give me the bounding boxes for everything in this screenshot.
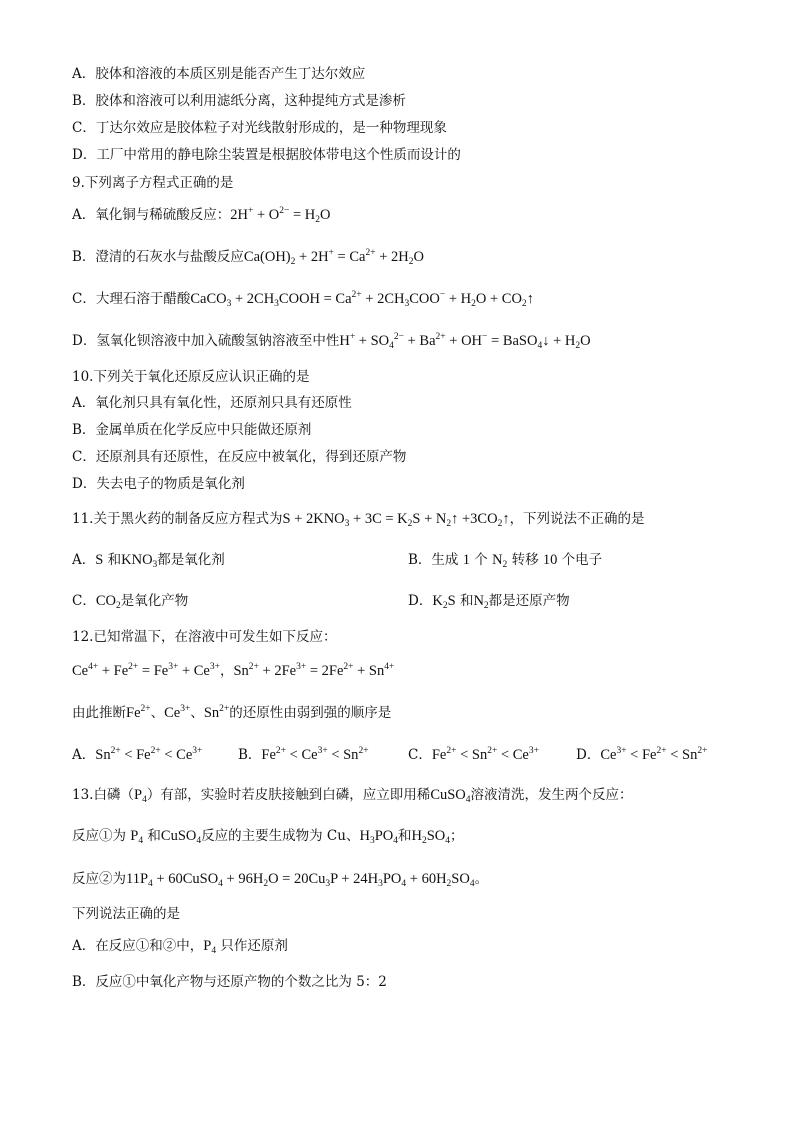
q10-option-b: B．金属单质在化学反应中只能做还原剂 xyxy=(72,422,312,438)
q10-stem: 10.下列关于氧化还原反应认识正确的是 xyxy=(72,369,310,385)
q12-infer-pre: 由此推断 xyxy=(72,705,126,721)
q13-ask: 下列说法正确的是 xyxy=(72,906,180,922)
q11-option-a-f2: $KNO_3$ xyxy=(121,552,158,570)
q9-option-c-text: C．大理石溶于醋酸 xyxy=(72,291,191,307)
q11-option-c-tail: 是氧化产物 xyxy=(120,593,189,609)
q10-option-a: A．氧化剂只具有氧化性，还原剂只具有还原性 xyxy=(72,395,352,411)
q10-option-d: D．失去电子的物质是氧化剂 xyxy=(72,476,245,492)
q12-equations xyxy=(72,662,394,680)
q13-r2-pre: 反应②为 xyxy=(72,871,126,887)
q12-equation-1: $Ce^{4+} + Fe^{2+} = Fe^{3+} + Ce^{3+}$ xyxy=(72,662,220,679)
q11-option-a-f1: S xyxy=(95,552,104,568)
q12-infer xyxy=(72,704,391,722)
q9-option-b-text: B．澄清的石灰水与盐酸反应 xyxy=(72,249,244,265)
q12-comma: ， xyxy=(219,663,234,679)
q11-stem-text: 11.关于黑火药的制备反应方程式为 xyxy=(72,511,283,527)
q13-option-a-p4: $P_4$ xyxy=(203,938,217,956)
q11-option-b-label: B．生成 xyxy=(408,552,459,568)
q12-option-a xyxy=(72,746,202,764)
q12-sep-2: 、 xyxy=(190,705,204,721)
q12-sep-1: 、 xyxy=(150,705,165,721)
q9-stem: 9.下列离子方程式正确的是 xyxy=(72,175,234,191)
q11-option-a-label: A． xyxy=(72,552,96,568)
q12-option-b-label: B． xyxy=(238,747,262,763)
q9-option-d-text: D．氢氧化钡溶液中加入硫酸氢钠溶液至中性 xyxy=(72,333,340,349)
q11-option-d xyxy=(408,592,570,610)
q12-option-b xyxy=(238,746,369,764)
q11-option-b-transfer: 转移 xyxy=(511,552,539,568)
q11-option-c-label: C． xyxy=(72,593,96,609)
q11-option-a xyxy=(72,551,225,569)
q11-option-d-label: D． xyxy=(408,593,433,609)
q9-option-d xyxy=(72,332,591,350)
q11-option-a-and: 和 xyxy=(107,552,122,568)
q13-r1-and2: 和 xyxy=(398,828,412,844)
q9-option-c xyxy=(72,290,534,308)
q11-option-b-one: 1 xyxy=(462,552,470,568)
q11-option-b-unit: 个 xyxy=(474,552,488,568)
q13-reaction-2 xyxy=(72,870,488,888)
q9-option-d-equation: $H^+ + SO_4^{2-} + Ba^{2+} + OH^-$ = BaSO$_4$↓ + $H_2O$ xyxy=(339,332,591,351)
q12-option-a-label: A． xyxy=(72,747,96,763)
q12-option-d-label: D． xyxy=(576,747,601,763)
q13-r2-post: 。 xyxy=(474,871,489,887)
q9-option-c-equation: CaCO$_3$ + $2CH_3COOH = Ca^{2+} + 2CH_3COO^- + H_2O$ + $CO_2↑$ xyxy=(190,290,534,309)
q9-option-a-equation: $2H^+ + O^{2-} = H_2O$ xyxy=(230,206,331,225)
q13-reaction-1 xyxy=(72,827,464,845)
q11-option-c-f1: $CO_2$ xyxy=(95,593,121,611)
q13-option-b: B．反应①中氧化产物与还原产物的个数之比为 5：2 xyxy=(72,974,387,990)
q8-option-b: B．胶体和溶液可以利用滤纸分离，这种提纯方式是渗析 xyxy=(72,93,406,109)
q9-option-a-text: A．氧化铜与稀硫酸反应： xyxy=(72,207,231,223)
q11-option-d-and: 和 xyxy=(459,593,474,609)
q8-option-c: C．丁达尔效应是胶体粒子对光线散射形成的，是一种物理现象 xyxy=(72,120,447,136)
q12-infer-post: 的还原性由弱到强的顺序是 xyxy=(229,705,392,721)
q12-option-c-order: $Fe^{2+} < Sn^{2+} < Ce^{3+}$ xyxy=(431,746,539,763)
q12-option-b-order: $Fe^{2+} < Ce^{3+} < Sn^{2+}$ xyxy=(261,746,369,763)
q12-option-a-order: $Sn^{2+} < Fe^{2+} < Ce^{3+}$ xyxy=(95,746,203,763)
q13-option-a-post: 只作还原剂 xyxy=(220,938,288,954)
q13-option-a xyxy=(72,937,288,955)
q12-option-c xyxy=(408,746,539,764)
q13-p4: $P_4$ xyxy=(133,787,147,805)
q11-option-d-f1: $K_2S$ xyxy=(432,593,456,611)
q13-r2-equation: $11P_4$ + 60CuSO$_4$ + $96H_2O = 20Cu_3P + 24H_3PO_4 + 60H_2SO_4$ xyxy=(126,871,475,889)
q13-r1-mid: 反应的主要生成物为 Cu、 xyxy=(201,828,360,844)
q12-ion-fe: $Fe^{2+}$ xyxy=(126,704,151,721)
q11-option-b-tail: 个电子 xyxy=(561,552,603,568)
q13-stem-post: 溶液清洗，发生两个反应： xyxy=(470,787,633,803)
q12-ion-ce: $Ce^{3+}$ xyxy=(164,704,191,721)
q11-option-a-tail: 都是氧化剂 xyxy=(157,552,225,568)
q13-cuso4: CuSO$_4$ xyxy=(430,787,471,805)
q13-r1-h3po4: $H_3PO_4$ xyxy=(359,828,398,846)
q9-option-b xyxy=(72,248,424,266)
q12-ion-sn: $Sn^{2+}$ xyxy=(203,704,230,721)
q11-option-d-tail: 都是还原产物 xyxy=(488,593,570,609)
q13-stem-pre: 13.白磷（ xyxy=(72,787,134,803)
q11-option-b xyxy=(408,551,602,569)
q12-option-d xyxy=(576,746,707,764)
q13-r1-pre: 反应①为 xyxy=(72,828,126,844)
q8-option-d: D．工厂中常用的静电除尘装置是根据胶体带电这个性质而设计的 xyxy=(72,147,461,163)
q11-stem xyxy=(72,510,645,528)
q12-stem: 12.已知常温下，在溶液中可发生如下反应： xyxy=(72,629,337,645)
q12-option-c-label: C． xyxy=(408,747,432,763)
q12-option-d-order: $Ce^{3+} < Fe^{2+} < Sn^{2+}$ xyxy=(600,746,708,763)
q8-option-a: A．胶体和溶液的本质区别是能否产生丁达尔效应 xyxy=(72,66,366,82)
q12-equation-2: $Sn^{2+} + 2Fe^{3+} = 2Fe^{2+} + Sn^{4+}$ xyxy=(233,662,395,679)
q13-r1-post: ； xyxy=(450,828,464,844)
q13-stem-mid: ）有部，实验时若皮肤接触到白磷，应立即用稀 xyxy=(146,787,431,803)
q11-option-b-f1: $N_2$ xyxy=(492,552,508,570)
q10-option-c: C．还原剂具有还原性，在反应中被氧化，得到还原产物 xyxy=(72,449,407,465)
q11-equation: $S + 2KNO_3 + 3C = K_2S$ + $N_2↑$ $+3CO_2↑$ xyxy=(282,511,510,529)
q11-option-d-f2: $N_2$ xyxy=(473,593,489,611)
q13-r1-and: 和 xyxy=(147,828,161,844)
q13-r1-h2so4: $H_2SO_4$ xyxy=(411,828,451,846)
q11-stem-tail: ，下列说法不正确的是 xyxy=(509,511,645,527)
q13-r1-p4: $P_4$ xyxy=(130,828,144,846)
q11-option-c xyxy=(72,592,188,610)
q13-option-a-pre: A．在反应①和②中， xyxy=(72,938,204,954)
q9-option-a xyxy=(72,206,331,224)
q13-stem xyxy=(72,786,633,804)
q9-option-b-equation: $Ca(OH)_2 + 2H^+ = Ca^{2+} + 2H_2O$ xyxy=(243,248,424,267)
q13-r1-cuso4: CuSO$_4$ xyxy=(160,828,202,846)
q11-option-b-ten: 10 xyxy=(542,552,558,568)
